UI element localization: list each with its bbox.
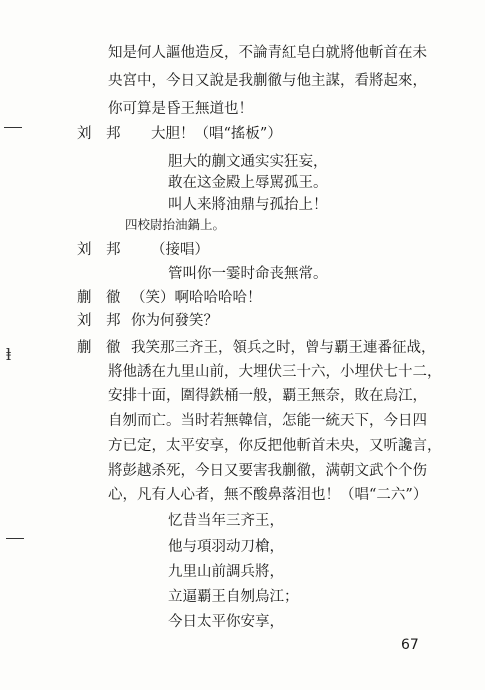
- text-line: 將彭越杀死，今日又要害我蒯徹，满朝文武个个伤: [108, 463, 427, 479]
- verse-line: 他与項羽动刀槍，: [168, 539, 284, 555]
- speaker-label: 蒯 徹: [77, 290, 121, 306]
- text-line: 將他誘在九里山前，大埋伏三十六，小埋伏七十二，: [108, 364, 442, 380]
- verse-line: 今日太平你安享，: [168, 614, 284, 630]
- verse-line: 胆大的蒯文通实实狂妄，: [168, 154, 328, 170]
- scan-mark: [6, 538, 24, 539]
- text-line: 方已定，太平安享，你反把他斬首未央，又听讒言，: [108, 438, 442, 454]
- scan-mark: ⱡ: [6, 345, 12, 364]
- text-line: 心，凡有人心者，無不酸鼻落泪也！（唱“二六”）: [108, 487, 428, 503]
- text-line: 你可算是昏王無道也！: [108, 101, 253, 117]
- text-line: （接唱）: [151, 242, 209, 258]
- text-line: 我笑那三齐王，領兵之时，曾与覇王連番征战，: [131, 340, 436, 356]
- speaker-label: 蒯 徹: [77, 340, 121, 356]
- text-line: （笑）啊哈哈哈哈！: [131, 290, 262, 306]
- speaker-label: 刘 邦: [77, 313, 121, 329]
- text-line: 你为何發笑？: [131, 313, 218, 329]
- scan-mark: [4, 127, 22, 128]
- page-number: 67: [401, 637, 419, 653]
- text-line: 安排十面，圍得鉄桶一般，覇王無奈，敗在烏江，: [108, 388, 427, 404]
- verse-line: 管叫你一霎时命丧無常。: [168, 266, 328, 282]
- text-line: 知是何人謳他造反，不論青紅皂白就將他斬首在未: [108, 45, 427, 61]
- stage-direction: 四校尉抬油鍋上。: [125, 217, 226, 232]
- verse-line: 立逼覇王自刎烏江；: [168, 589, 299, 605]
- verse-line: 九里山前調兵將，: [168, 564, 284, 580]
- text-line: 央宮中，今日又說是我蒯徹与他主謀，看將起來，: [108, 73, 427, 89]
- verse-line: 叫人来將油鼎与孤抬上！: [168, 197, 328, 213]
- speaker-label: 刘 邦: [77, 126, 121, 142]
- text-line: 大胆！（唱“搖板”）: [151, 126, 282, 142]
- speaker-label: 刘 邦: [77, 242, 121, 258]
- text-line: 自刎而亡。当时若無韓信，怎能一統天下，今日四: [108, 413, 427, 429]
- verse-line: 敢在这金殿上辱駡孤王。: [168, 175, 328, 191]
- verse-line: 忆昔当年三齐王，: [168, 513, 284, 529]
